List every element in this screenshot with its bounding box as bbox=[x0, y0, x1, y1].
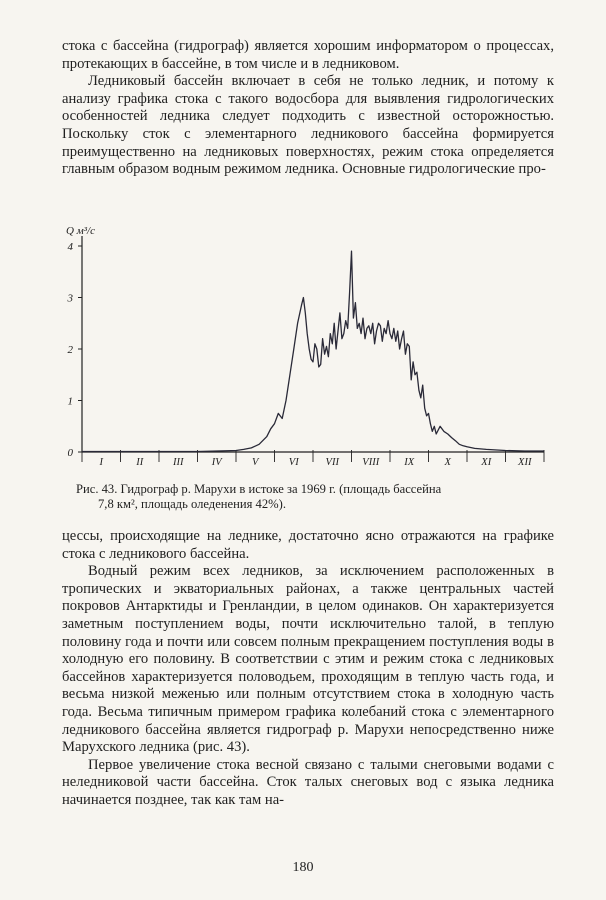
y-tick-label: 3 bbox=[67, 292, 73, 305]
paragraph: цессы, происходящие на леднике, достаточно ясно отражаются на графике стока с ледникового бассейна. bbox=[62, 528, 554, 562]
paragraph: Первое увеличение стока весной связано с талыми снеговыми водами с неледниковой части бассейна. Сток талых снеговых вод с языка ледника начинается позднее, так как там на- bbox=[62, 756, 554, 808]
y-tick-label: 0 bbox=[67, 447, 73, 459]
x-tick-label: VII bbox=[325, 457, 339, 468]
x-tick-label: V bbox=[252, 457, 259, 468]
y-tick-label: 2 bbox=[67, 344, 73, 356]
hydrograph-line bbox=[82, 251, 544, 451]
x-tick-label: I bbox=[99, 457, 103, 468]
page-number: 180 bbox=[292, 860, 314, 875]
hydrograph-chart bbox=[62, 218, 552, 476]
x-tick-label: II bbox=[136, 457, 144, 468]
y-axis bbox=[66, 225, 95, 459]
y-tick-label: 1 bbox=[67, 395, 73, 408]
x-tick-label: VI bbox=[288, 457, 299, 468]
x-tick-label: X bbox=[444, 457, 451, 468]
paragraph: Ледниковый бассейн включает в себя не только ледник, и потому к анализу графика стока с такого водосбора для выявления гидрологических особенностей ледника следует подходить с известной осторожностью. Поскольку сток с элементарного ледникового бассейна формируется преимущественно на ледниковых поверхностях, режим стока определяется главным образом водным режимом ледника. Основные гидрологические про- bbox=[62, 73, 554, 178]
x-tick-label: XII bbox=[518, 457, 532, 468]
x-tick-label: XI bbox=[481, 457, 492, 468]
x-tick-label: IX bbox=[404, 457, 415, 468]
caption-line-2: 7,8 км², площадь оледенения 42%). bbox=[98, 497, 286, 511]
hydrograph-figure bbox=[62, 218, 552, 476]
x-tick-label: VIII bbox=[362, 457, 380, 468]
series-group bbox=[82, 251, 544, 451]
paragraph: стока с бассейна (гидрограф) является хорошим информатором о процессах, протекающих в бассейне, в том числе и в ледниковом. bbox=[62, 38, 554, 72]
paragraph: Водный режим всех ледников, за исключением расположенных в тропических и экваториальных районах, а также центральных частей покровов Антарктиды и Гренландии, в целом одинаков. Он характеризуется заметным поступлением воды, почти исключительно талой, в теплую половину года и почти или совсем полным прекращением поступления воды в холодную его половину. В соответствии с этим и режим стока с ледниковых бассейнов характеризуется половодьем, проходящим в теплую часть года, и весьма низкой меженью или полным отсутствием стока в холодную часть года. Весьма типичным примером графика колебаний стока с элементарного ледникового бассейна является гидрограф р. Марухи непосредственно ниже Марухского ледника (рис. 43). bbox=[62, 563, 554, 756]
x-tick-label: IV bbox=[211, 457, 222, 468]
text-block-top bbox=[62, 38, 554, 179]
y-axis-label: Q м³/с bbox=[66, 225, 95, 237]
x-tick-label: III bbox=[173, 457, 184, 468]
text-block-bottom bbox=[62, 528, 554, 810]
y-tick-label: 4 bbox=[67, 241, 73, 253]
x-axis bbox=[82, 450, 544, 468]
caption-line-1: Рис. 43. Гидрограф р. Марухи в истоке за 1969 г. (площадь бассейна bbox=[76, 482, 442, 496]
figure-caption bbox=[76, 482, 546, 512]
